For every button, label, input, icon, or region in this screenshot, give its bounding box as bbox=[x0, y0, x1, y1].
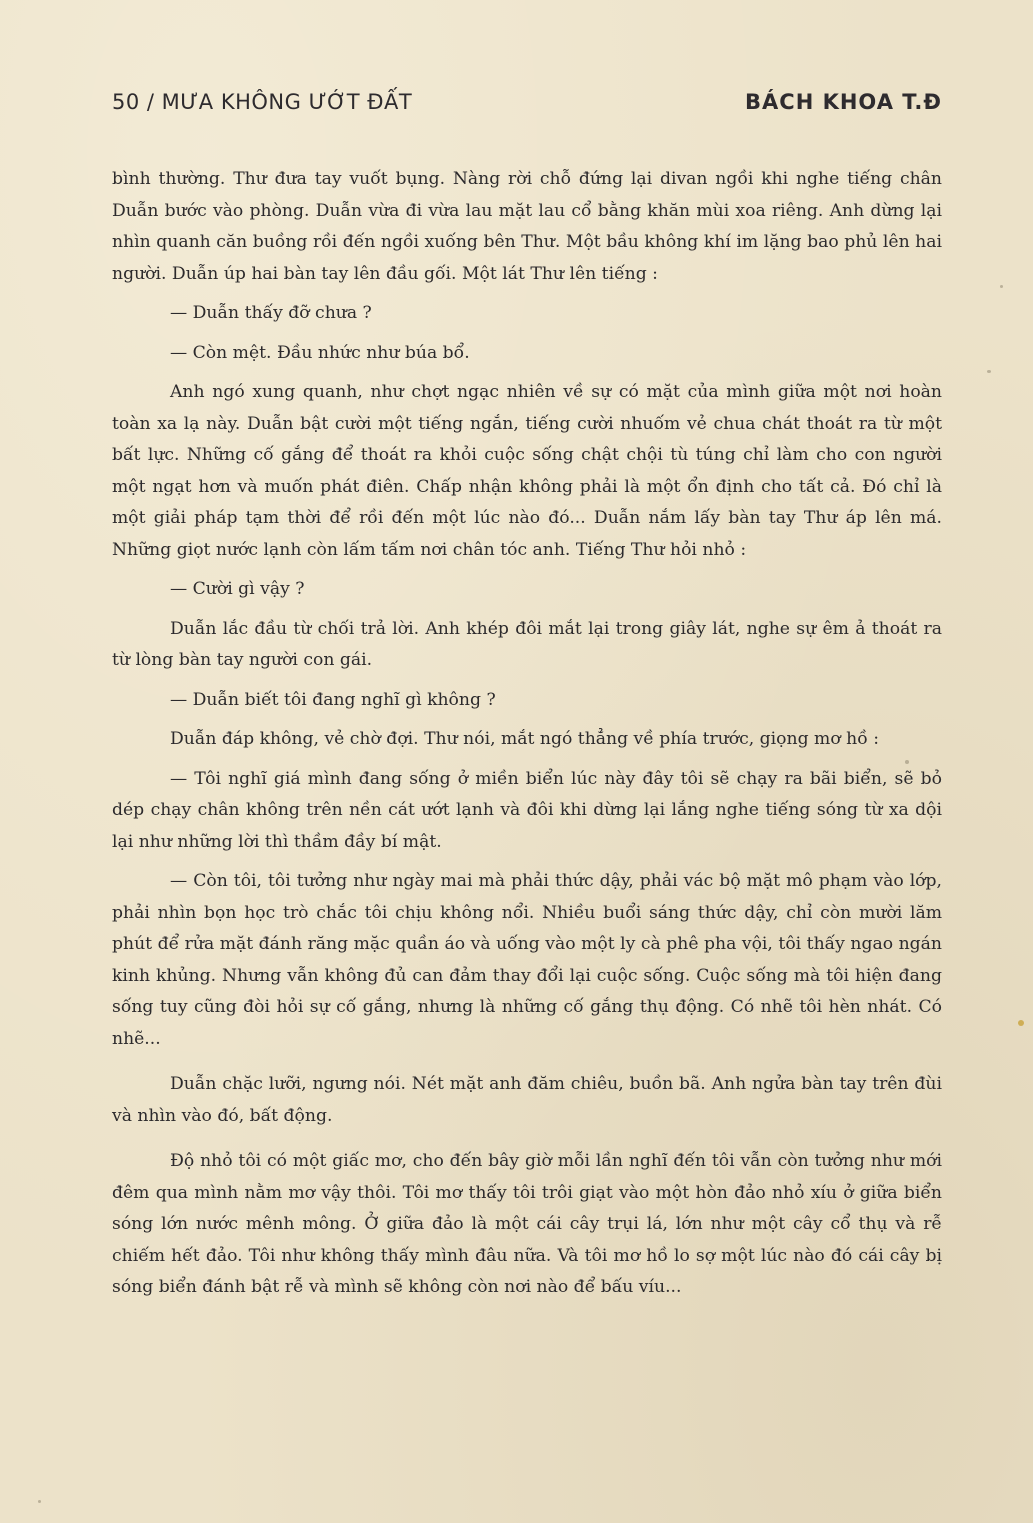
body-text bbox=[112, 164, 942, 1304]
page-number-and-title: 50 / MƯA KHÔNG ƯỚT ĐẤT bbox=[112, 90, 413, 114]
dialogue-line: — Duẫn biết tôi đang nghĩ gì không ? bbox=[170, 689, 496, 710]
dialogue-line: — Cười gì vậy ? bbox=[170, 579, 305, 599]
book-page bbox=[112, 90, 942, 1304]
paper-speck bbox=[905, 760, 909, 764]
paper-speck bbox=[1000, 285, 1003, 288]
publisher-name: BÁCH KHOA T.Đ bbox=[745, 90, 942, 114]
paragraph: Duẫn chặc lưỡi, ngưng nói. Nét mặt anh đăm chiêu, buồn bã. Anh ngửa bàn tay trên đùi và nhìn vào đó, bất động. bbox=[112, 1074, 942, 1126]
paragraph: Anh ngó xung quanh, như chợt ngạc nhiên về sự có mặt của mình giữa một nơi hoàn toàn xa lạ này. Duẫn bật cười một tiếng ngắn, tiếng cười nhuốm vẻ chua chát thoát ra từ một bất lực. Những cố gắng để thoát ra khỏi cuộc sống chật chội tù túng chỉ làm cho con người một ngạt hơn và muốn phát điên. Chấp nhận không phải là một ổn định cho tất cả. Đó chỉ là một giải pháp tạm thời để rồi đến một lúc nào đó... Duẫn nắm lấy bàn tay Thư áp lên má. Những giọt nước lạnh còn lấm tấm nơi chân tóc anh. Tiếng Thư hỏi nhỏ : bbox=[112, 382, 942, 560]
dialogue-line: — Duẫn thấy đỡ chưa ? bbox=[170, 303, 372, 323]
running-header bbox=[112, 90, 942, 120]
paragraph: Duẫn đáp không, vẻ chờ đợi. Thư nói, mắt ngó thẳng về phía trước, giọng mơ hồ : bbox=[170, 729, 880, 749]
dialogue-line: — Tôi nghĩ giá mình đang sống ở miền biển lúc này đây tôi sẽ chạy ra bãi biển, sẽ bỏ dép chạy chân không trên nền cát ướt lạnh và đôi khi dừng lại lắng nghe tiếng sóng từ xa dội lại như những lời thì thầm đầy bí mật. bbox=[112, 768, 942, 852]
paragraph: bình thường. Thư đưa tay vuốt bụng. Nàng rời chỗ đứng lại divan ngồi khi nghe tiếng chân Duẫn bước vào phòng. Duẫn vừa đi vừa lau mặt lau cổ bằng khăn mùi xoa riêng. Anh dừng lại nhìn quanh căn buồng rồi đến ngồi xuống bên Thư. Một bầu không khí im lặng bao phủ lên hai người. Duẫn úp hai bàn tay lên đầu gối. Một lát Thư lên tiếng : bbox=[112, 169, 942, 284]
paragraph: Độ nhỏ tôi có một giấc mơ, cho đến bây giờ mỗi lần nghĩ đến tôi vẫn còn tưởng như mới đêm qua mình nằm mơ vậy thôi. Tôi mơ thấy tôi trôi giạt vào một hòn đảo nhỏ xíu ở giữa biển sóng lớn nước mênh mông. Ở giữa đảo là một cái cây trụi lá, lớn như một cây cổ thụ và rễ chiếm hết đảo. Tôi như không thấy mình đâu nữa. Và tôi mơ hồ lo sợ một lúc nào đó cái cây bị sóng biển đánh bật rễ và mình sẽ không còn nơi nào để bấu víu... bbox=[112, 1151, 942, 1297]
dialogue-line: — Còn tôi, tôi tưởng như ngày mai mà phải thức dậy, phải vác bộ mặt mô phạm vào lớp, phải nhìn bọn học trò chắc tôi chịu không nổi. Nhiều buổi sáng thức dậy, chỉ còn mười lăm phút để rửa mặt đánh răng mặc quần áo và uống vào một ly cà phê pha vội, tôi thấy ngao ngán kinh khủng. Nhưng vẫn không đủ can đảm thay đổi lại cuộc sống. Cuộc sống mà tôi hiện đang sống tuy cũng đòi hỏi sự cố gắng, nhưng là những cố gắng thụ động. Có nhẽ tôi hèn nhát. Có nhẽ... bbox=[112, 871, 942, 1049]
paper-speck bbox=[987, 370, 991, 373]
paragraph: Duẫn lắc đầu từ chối trả lời. Anh khép đôi mắt lại trong giây lát, nghe sự êm ả thoát ra từ lòng bàn tay người con gái. bbox=[112, 618, 942, 670]
paper-speck bbox=[1018, 1020, 1024, 1026]
dialogue-line: — Còn mệt. Đầu nhức như búa bổ. bbox=[170, 342, 470, 363]
paper-speck bbox=[38, 1500, 41, 1503]
